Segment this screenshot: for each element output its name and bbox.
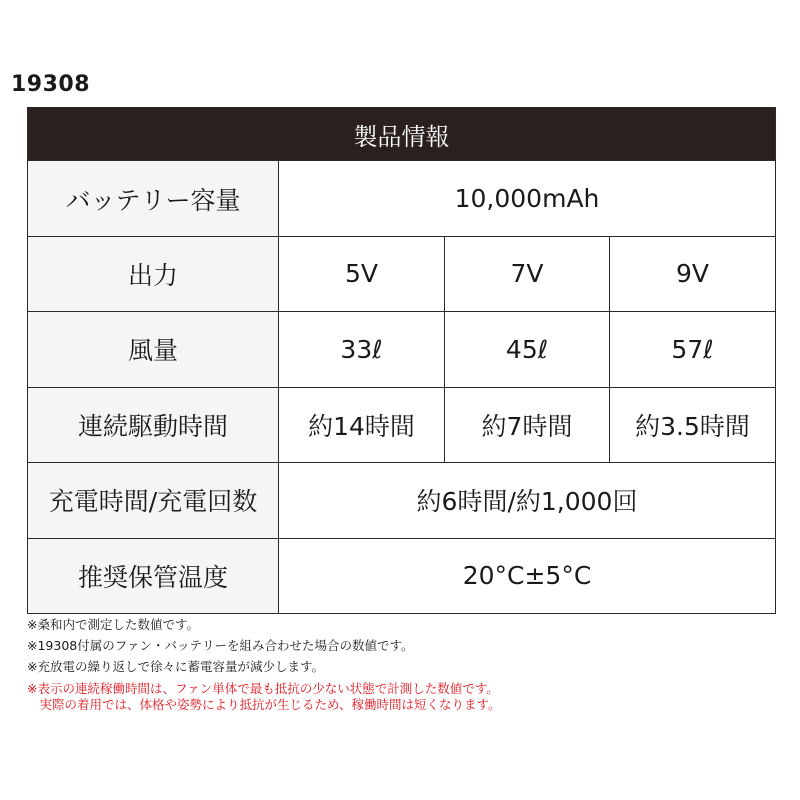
output-value-2: 7V xyxy=(445,236,610,311)
note-1: ※桑和内で測定した数値です。 xyxy=(27,617,199,632)
table-row-output xyxy=(28,236,776,311)
table-row-runtime xyxy=(28,387,776,462)
charge-label: 充電時間/充電回数 xyxy=(28,463,279,538)
airflow-label: 風量 xyxy=(28,312,279,387)
runtime-label: 連続駆動時間 xyxy=(28,387,279,462)
product-info-table xyxy=(27,107,776,614)
warning-note-1: ※表示の連続稼働時間は、ファン単体で最も抵抗の少ない状態で計測した数値です。 xyxy=(27,681,499,696)
runtime-value-1: 約14時間 xyxy=(279,387,445,462)
airflow-value-2: 45ℓ xyxy=(445,312,610,387)
table-row-airflow xyxy=(28,312,776,387)
table-row-charge xyxy=(28,463,776,538)
output-label: 出力 xyxy=(28,236,279,311)
table-header: 製品情報 xyxy=(28,108,776,161)
note-3: ※充放電の繰り返しで徐々に蓄電容量が減少します。 xyxy=(27,659,324,674)
battery-capacity-label: バッテリー容量 xyxy=(28,161,279,236)
runtime-value-3: 約3.5時間 xyxy=(610,387,776,462)
output-value-1: 5V xyxy=(279,236,445,311)
note-2: ※19308付属のファン・バッテリーを組み合わせた場合の数値です。 xyxy=(27,638,414,653)
output-value-3: 9V xyxy=(610,236,776,311)
table-row-battery xyxy=(28,161,776,236)
airflow-value-1: 33ℓ xyxy=(279,312,445,387)
storage-temp-label: 推奨保管温度 xyxy=(28,538,279,614)
model-number: 19308 xyxy=(11,72,91,97)
airflow-value-3: 57ℓ xyxy=(610,312,776,387)
battery-capacity-value: 10,000mAh xyxy=(279,161,776,236)
runtime-value-2: 約7時間 xyxy=(445,387,610,462)
table-row-storage xyxy=(28,538,776,614)
storage-temp-value: 20°C±5°C xyxy=(279,538,776,614)
charge-value: 約6時間/約1,000回 xyxy=(279,463,776,538)
warning-note-2: 実際の着用では、体格や姿勢により抵抗が生じるため、稼働時間は短くなります。 xyxy=(27,697,501,712)
